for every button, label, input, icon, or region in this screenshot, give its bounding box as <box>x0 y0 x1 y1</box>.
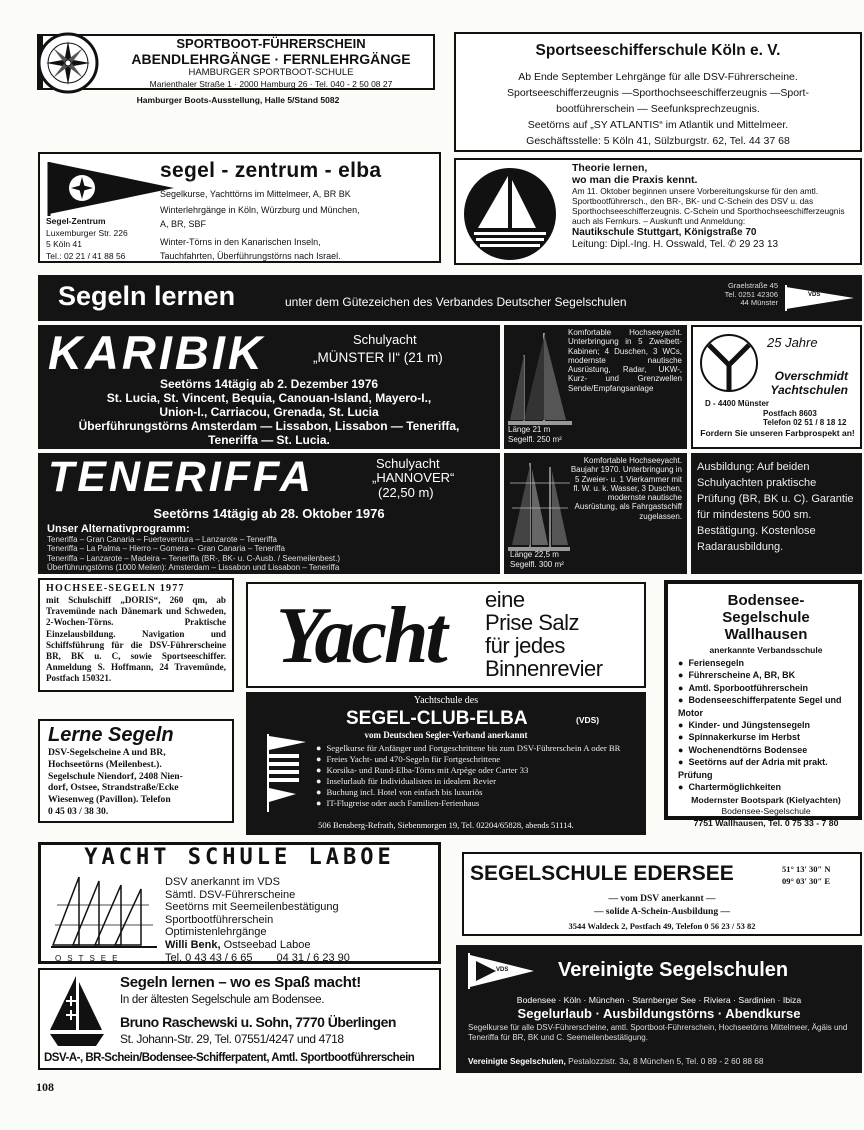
segelclub-footer: 506 Bensberg-Refrath, Siebenmorgen 19, Tel. 02204/65828, abends 51114. <box>318 820 574 830</box>
laboe-line-4: Sportbootführerschein <box>165 913 274 926</box>
edersee-addr: 3544 Waldeck 2, Postfach 49, Telefon 0 56 23 / 53 82 <box>568 921 756 931</box>
ad-vereinigte-segelschulen <box>456 945 862 1073</box>
ad-lerne-segeln <box>38 719 234 823</box>
yacht-magazine-logo: Yacht <box>276 592 445 680</box>
ad-sportboot-title: SPORTBOOT-FÜHRERSCHEIN <box>176 36 366 51</box>
ad-overschmidt <box>691 325 862 449</box>
karibik-yacht-label: Schulyacht <box>353 332 417 347</box>
bodensee-footer-1: Modernster Bootspark (Kielyachten) <box>691 795 841 806</box>
bodensee-footer-3: 7751 Wallhausen, Tel. 0 75 33 - 7 80 <box>693 818 839 829</box>
teneriffa-alt-4: Überführungstörns (1000 Meilen): Amsterdam – Lissabon und Lissabon – Teneriffa <box>47 562 340 572</box>
ad-yacht-magazine <box>246 582 646 688</box>
ad-segelzentrum-tel: Tel.: 02 21 / 41 88 56 <box>46 250 126 261</box>
ad-koeln-title: Sportseeschifferschule Köln e. V. <box>535 42 781 59</box>
vereinigte-footer-bold: Vereinigte Segelschulen, <box>468 1056 566 1066</box>
segelclub-title: SEGEL-CLUB-ELBA <box>346 708 528 729</box>
vereinigte-places: Bodensee · Köln · München · Starnberger See · Riviera · Sardinien · Ibiza <box>516 995 802 1005</box>
banner-addr-2: Tel. 0251 42306 <box>724 289 778 299</box>
bodensee-item: ● Wochenendtörns Bodensee <box>678 744 854 756</box>
bodensee-title-2: Segelschule <box>722 609 810 626</box>
vereinigte-logo: VDS <box>496 967 509 973</box>
teneriffa-alt-3: Teneriffa – Lanzarote – Madeira – Teneriffa (BR-, BK- u. C-Ausb. / Seemeilenbest.) <box>47 553 341 563</box>
laboe-line-1: DSV anerkannt im VDS <box>165 876 280 888</box>
laboe-tel-1: Tel. 0 43 43 / 6 65 <box>165 951 253 964</box>
ad-sportboot-fuehrerschein <box>33 32 441 110</box>
overschmidt-years: 25 Jahre <box>767 335 818 350</box>
vereinigte-footer-rest: Pestalozzistr. 3a, 8 München 5, Tel. 0 89 - 2 60 88 68 <box>565 1056 764 1066</box>
karibik-line-1: Seetörns 14tägig ab 2. Dezember 1976 <box>159 377 379 391</box>
segelclub-item: ● Korsika- und Rund-Elba-Törns mit Arpège oder Carter 33 <box>316 765 642 776</box>
karibik-title: KARIBIK <box>48 326 265 379</box>
ad-yachtschule-laboe <box>38 842 441 964</box>
karibik-line-5: Teneriffa — St. Lucia. <box>208 433 330 447</box>
yacht-line-4: Binnenrevier <box>485 656 603 681</box>
edersee-coord-1: 51° 13′ 30″ N <box>782 864 831 874</box>
vereinigte-title: Vereinigte Segelschulen <box>558 959 789 981</box>
bodensee-item: ● Spinnakerkurse im Herbst <box>678 731 854 743</box>
teneriffa-yacht-size: (22,50 m) <box>378 485 434 500</box>
ad-karibik <box>38 325 500 449</box>
ad-sportseeschifferschule-koeln <box>454 32 862 152</box>
karibik-line-4: Überführungstörns Amsterdam — Lissabon, Lissabon — Teneriffa, <box>78 419 460 433</box>
segelclub-vds: (VDS) <box>576 715 600 725</box>
overschmidt-cta: Fordern Sie unseren Farbprospekt an! <box>700 428 855 438</box>
teneriffa-photo-laenge: Länge 22,5 m <box>510 550 559 559</box>
raschewski-title: Segeln lernen – wo es Spaß macht! <box>120 974 362 991</box>
ad-segelzentrum-line-2: Winterlehrgänge in Köln, Würzburg und München, <box>160 205 360 215</box>
hochsee-title: HOCHSEE-SEGELN 1977 <box>46 583 185 594</box>
laboe-owner-bold: Willi Benk, <box>165 938 221 951</box>
segelclub-list <box>316 743 642 809</box>
karibik-photo-laenge: Länge 21 m <box>508 425 551 434</box>
ad-koeln-line-3: bootführerschein — Seefunksprechzeugnis. <box>556 103 760 115</box>
ad-segel-club-elba <box>246 692 646 835</box>
vereinigte-footer <box>468 1056 860 1066</box>
ad-ausbildung <box>691 453 862 574</box>
teneriffa-yacht-label: Schulyacht <box>376 456 440 471</box>
yacht-magazine-slogan <box>485 588 603 680</box>
yacht-line-1: eine <box>485 587 525 612</box>
ad-segelzentrum-street: Luxemburger Str. 226 <box>46 227 128 238</box>
ad-stuttgart-text <box>572 163 860 251</box>
segelclub-pre: Yachtschule des <box>413 695 479 706</box>
ad-stuttgart-h2: wo man die Praxis kennt. <box>572 174 698 186</box>
bodensee-item: ● Führerscheine A, BR, BK <box>678 669 854 681</box>
ad-raschewski-ueberlingen <box>38 968 441 1070</box>
banner-addr-1: Graelstraße 45 <box>727 281 778 290</box>
segelclub-item: ● Inselurlaub für Individualisten in idealem Revier <box>316 776 642 787</box>
ad-segelzentrum-address <box>46 216 161 262</box>
lerne-title: Lerne Segeln <box>48 724 174 746</box>
sailboat-crest-icon <box>46 974 108 1054</box>
ad-segelzentrum-name: Segel-Zentrum <box>46 216 106 226</box>
karibik-photo-segel: Segelfl. 250 m² <box>508 435 562 444</box>
bodensee-item: ● Chartermöglichkeiten <box>678 781 854 793</box>
banner-title: Segeln lernen <box>58 281 236 311</box>
karibik-yacht-name: „MÜNSTER II“ (21 m) <box>313 350 443 365</box>
teneriffa-alt-1: Teneriffa – Gran Canaria – Fuerteventura – Lanzarote – Teneriffa <box>47 535 277 544</box>
teneriffa-title: TENERIFFA <box>48 453 314 501</box>
segelclub-sub: vom Deutschen Segler-Verband anerkannt <box>364 730 528 740</box>
raschewski-addr: St. Johann-Str. 29, Tel. 07551/4247 und 4718 <box>120 1032 344 1046</box>
banner-segeln-lernen <box>38 275 862 321</box>
ad-segelzentrum-city: 5 Köln 41 <box>46 239 82 249</box>
banner-addr-3: 44 Münster <box>740 298 778 307</box>
segelclub-item: ● Freies Yacht- und 470-Segeln für Fortgeschrittene <box>316 754 642 765</box>
ad-sportboot-address: Marienthaler Straße 1 · 2000 Hamburg 26 · Tel. 040 - 2 50 08 27 <box>149 78 393 89</box>
vereinigte-sub: Segelurlaub · Ausbildungstörns · Abendkurse <box>517 1006 801 1021</box>
yacht-line-2: Prise Salz <box>485 610 580 635</box>
bodensee-item: ● Amtl. Sporbootführerschein <box>678 682 854 694</box>
overschmidt-logo-icon <box>697 331 761 395</box>
teneriffa-line-1: Seetörns 14tägig ab 28. Oktober 1976 <box>153 506 385 521</box>
flag-pennants-icon <box>262 732 310 812</box>
ad-karibik-photo <box>504 325 687 449</box>
hochsee-body: mit Schulschiff „DORIS“, 260 qm, ab Travemünde nach Dänemark und Schweden, 2-Wochen-Törns. Praktische Einzelausbildung. Navigation und Schiffsführung für die DSV-Führerscheine BR, BK u. C, sowie Sportseeschiffer. Anmeldung S. Hoffmann, 24 Travemünde, Postfach 150321. <box>46 595 226 684</box>
ad-segelzentrum-title: segel - zentrum - elba <box>160 159 382 182</box>
lerne-line-3: Segelschule Niendorf, 2408 Nien- <box>48 770 183 782</box>
sailboat-logo-icon <box>462 166 558 262</box>
bodensee-title-1: Bodensee- <box>727 592 805 609</box>
overschmidt-tel: Telefon 02 51 / 8 18 12 <box>763 418 847 427</box>
laboe-title: YACHT SCHULE LABOE <box>84 845 395 870</box>
bodensee-list <box>678 657 854 793</box>
ausbildung-text: Ausbildung: Auf beiden Schulyachten praktische Prüfung (BR, BK u. C). Garantie für mindestens 500 sm. Bestätigung. Kostenlose Radarausbildung. <box>697 461 854 553</box>
laboe-line-3: Seetörns mit Seemeilenbestätigung <box>165 901 339 914</box>
banner-logo-text: VDS <box>808 292 821 298</box>
banner-subtitle: unter dem Gütezeichen des Verbandes Deutscher Segelschulen <box>285 295 627 309</box>
ad-stuttgart-h1: Theorie lernen, <box>572 162 648 174</box>
banner-address <box>698 282 778 308</box>
lerne-line-6: 0 45 03 / 38 30. <box>48 805 109 817</box>
laboe-region: OSTSEE <box>55 954 124 963</box>
teneriffa-photo-segel: Segelfl. 300 m² <box>510 560 564 569</box>
laboe-line-5: Optimistenlehrgänge <box>165 926 267 939</box>
vereinigte-body: Segelkurse für alle DSV-Führerscheine, amtl. Sportboot-Führerschein, Hochseetörns Mittelmeer, Ägäis und Teneriffa für BR, BK und C. Seemeilenbestätigung. <box>468 1023 848 1042</box>
bodensee-item: ● Feriensegeln <box>678 657 854 669</box>
lerne-line-5: Wiesenweg (Pavillon). Telefon <box>48 794 171 806</box>
bodensee-item: ● Seetörns auf der Adria mit prakt. Prüfung <box>678 756 854 781</box>
ad-segel-zentrum-elba <box>38 152 441 263</box>
ad-stuttgart-leitung: Leitung: Dipl.-Ing. H. Osswald, Tel. ✆ 29 23 13 <box>572 239 779 250</box>
bodensee-title-3: Wallhausen <box>724 626 808 643</box>
ad-segelzentrum-line-3: A, BR, SBF <box>160 219 207 229</box>
teneriffa-alt-title: Unser Alternativprogramm: <box>47 523 190 535</box>
teneriffa-yacht-name: „HANNOVER“ <box>372 470 455 485</box>
karibik-body <box>38 377 500 447</box>
ad-stuttgart-school: Nautikschule Stuttgart, Königstraße 70 <box>572 227 757 238</box>
laboe-owner-rest: Ostseebad Laboe <box>220 938 311 951</box>
segelclub-item: ● Buchung incl. Hotel von einfach bis luxuriös <box>316 787 642 798</box>
teneriffa-alt-2: Teneriffa – La Palma – Hierro – Gomera – Gran Canaria – Teneriffa <box>47 544 285 554</box>
karibik-line-2: St. Lucia, St. Vincent, Bequia, Canouan-Island, Mayero-I., <box>106 391 432 405</box>
karibik-line-3: Union-I., Carriacou, Grenada, St. Lucia <box>159 405 379 419</box>
ad-sportboot-subtitle: ABENDLEHRGÄNGE · FERNLEHRGÄNGE <box>131 51 411 67</box>
bodensee-item: ● Bodenseeschifferpatente Segel und Motor <box>678 694 854 719</box>
laboe-tel-2: 04 31 / 6 23 90 <box>276 951 350 964</box>
bodensee-item: ● Kinder- und Jüngstensegeln <box>678 719 854 731</box>
laboe-owner <box>165 939 441 952</box>
ad-stuttgart-body: Am 11. Oktober beginnen unsere Vorbereitungskurse für den amtl. Sportbootführersch., den BR-, BK- und C-Schein des DSV u. das Sporthochseeschifferzeugnis. C-Schein und Sporthochseeschifferzeugnis auch als Fernkurs. – Auskunft und Anmeldung: <box>572 186 845 226</box>
ad-segelzentrum-line-1: Segelkurse, Yachttörns im Mittelmeer, A, BR BK <box>160 189 351 199</box>
ad-segelzentrum-line-4: Winter-Törns in den Kanarischen Inseln, <box>160 237 321 247</box>
ad-koeln-line-4: Seetörns auf „SY ATLANTIS“ im Atlantik und Mittelmeer. <box>527 119 789 131</box>
ad-segelschule-edersee <box>462 852 862 936</box>
ad-segelzentrum-line-5: Tauchfahrten, Überführungstörns nach Israel. <box>160 251 341 261</box>
ad-koeln-line-1: Ab Ende September Lehrgänge für alle DSV-Führerscheine. <box>518 71 798 83</box>
ad-sportboot-school: HAMBURGER SPORTBOOT-SCHULE <box>188 67 354 78</box>
ad-bodensee-wallhausen <box>664 580 862 829</box>
ad-segelzentrum-body <box>160 187 440 263</box>
page-number: 108 <box>36 1080 54 1094</box>
teneriffa-alt-list <box>47 535 497 572</box>
lerne-body <box>48 747 224 818</box>
segelclub-item: ● Segelkurse für Anfänger und Fortgeschrittene bis zum DSV-Führerschein A oder BR <box>316 743 642 754</box>
lerne-line-4: dorf, Ostsee, Strandstraße/Ecke <box>48 782 179 794</box>
laboe-tel <box>165 952 441 965</box>
segelclub-item: ● IT-Flugreise oder auch Familien-Ferienhaus <box>316 798 642 809</box>
edersee-line-1: — vom DSV anerkannt — <box>608 894 716 904</box>
raschewski-footer: DSV-A-, BR-Schein/Bodensee-Schifferpatent, Amtl. Sportbootführerschein <box>44 1052 415 1064</box>
pennant-flag-icon <box>46 160 176 216</box>
ad-teneriffa <box>38 453 500 574</box>
ad-koeln-line-5: Geschäftsstelle: 5 Köln 41, Sülzburgstr. 62, Tel. 44 37 68 <box>526 135 790 147</box>
edersee-coord-2: 09° 03′ 30″ E <box>782 876 831 886</box>
ad-nautikschule-stuttgart <box>454 158 862 265</box>
raschewski-name: Bruno Raschewski u. Sohn, 7770 Überlingen <box>120 1014 396 1030</box>
ad-hochsee-segeln <box>38 578 234 692</box>
teneriffa-photo-desc: Komfortable Hochseeyacht. Baujahr 1970. Unterbringung in 5 Zweier- u. 1 Vierkammer mit fl. W. u. k. Wasser, 3 Duschen, modernste nautische Ausrüstung, als Fahrgastschiff zugelassen. <box>570 456 682 521</box>
yacht-line-3: für jedes <box>485 633 565 658</box>
overschmidt-postfach: Postfach 8603 <box>763 409 817 418</box>
edersee-line-2: — solide A-Schein-Ausbildung — <box>594 907 730 917</box>
ad-koeln-line-2: Sportseeschifferzeugnis —Sporthochseeschifferzeugnis —Sport- <box>507 87 809 99</box>
ad-teneriffa-photo <box>504 453 687 574</box>
raschewski-line-1: In der ältesten Segelschule am Bodensee. <box>120 994 325 1006</box>
lerne-line-2: Hochseetörns (Meilenbest.). <box>48 758 162 770</box>
karibik-photo-desc: Komfortable Hochseeyacht. Unterbringung in 5 Zweibett-Kabinen; 4 Duschen, 3 WCs, modernste nautische Ausrüstung, Radar, UKW-, Kurz- und Grenzwellen Sende/Empfangsanlage <box>568 328 682 393</box>
sailboats-icon <box>49 875 161 953</box>
bodensee-footer-2: Bodensee-Segelschule <box>721 806 811 817</box>
overschmidt-city: D - 4400 Münster <box>705 399 770 408</box>
edersee-title: SEGELSCHULE EDERSEE <box>470 862 734 885</box>
lerne-line-1: DSV-Segelscheine A und BR, <box>48 747 166 758</box>
ad-sportboot-exhibition: Hamburger Boots-Ausstellung, Halle 5/Stand 5082 <box>136 95 340 105</box>
overschmidt-name-2: Yachtschulen <box>770 383 848 397</box>
laboe-body <box>165 876 441 964</box>
overschmidt-name-1: Overschmidt <box>774 369 848 383</box>
bodensee-sub: anerkannte Verbandsschule <box>709 645 823 655</box>
ad-sportboot-text <box>111 37 431 88</box>
vds-pennant-icon <box>784 285 856 311</box>
compass-rose-icon <box>33 32 103 94</box>
laboe-line-2: Sämtl. DSV-Führerscheine <box>165 888 296 901</box>
